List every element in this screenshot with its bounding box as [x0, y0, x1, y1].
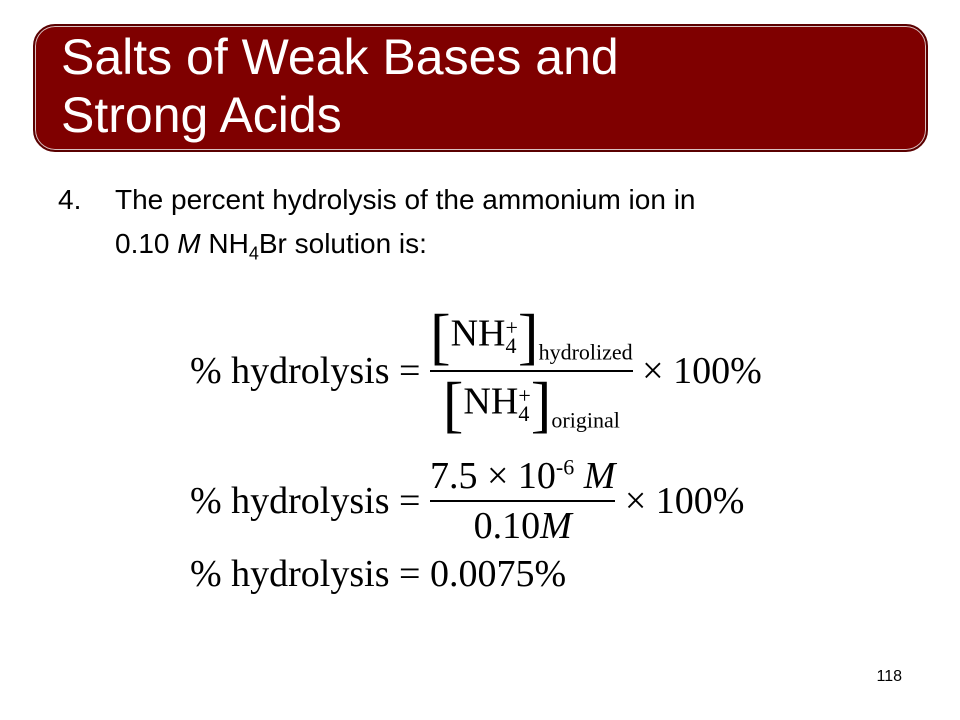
page-number: 118: [876, 668, 902, 685]
eq1-num-script: [505, 315, 518, 358]
eq1-fraction: [429, 303, 633, 439]
slide-title: [61, 28, 901, 144]
eq3-rhs: 0.0075%: [429, 553, 567, 595]
eq2-lhs: % hydrolysis =: [190, 480, 421, 522]
eq1-num-subscript: hydrolized: [538, 339, 633, 365]
eq1-rhs: × 100%: [642, 350, 762, 392]
eq1-num-sub4: 4: [505, 333, 517, 358]
formula-subscript: 4: [248, 243, 259, 264]
eq2-den-unit: M: [540, 505, 572, 547]
eq2-denominator: [430, 504, 615, 548]
eq1-num-charge: +: [505, 315, 518, 340]
eq2-rhs: × 100%: [624, 480, 745, 522]
equation-2: [190, 454, 744, 548]
left-bracket-icon: [: [442, 371, 464, 439]
equation-3: [190, 552, 566, 596]
eq2-fraction: [430, 454, 615, 548]
right-bracket-icon: ]: [530, 371, 552, 439]
eq1-numerator: [429, 303, 633, 371]
eq2-den-value: 0.10: [473, 505, 541, 547]
eq1-den-script: [518, 383, 531, 426]
bullet-line-1: The percent hydrolysis of the ammonium ion in: [115, 184, 696, 215]
eq1-num-species: NH: [450, 312, 506, 355]
formula-nh: NH: [208, 228, 249, 259]
eq2-fraction-bar: [430, 500, 615, 502]
left-bracket-icon: [: [429, 303, 451, 371]
eq1-lhs: % hydrolysis =: [190, 350, 421, 392]
bullet-line-2: [115, 222, 895, 276]
equation-1: [190, 303, 762, 439]
title-line-1: Salts of Weak Bases and: [61, 29, 619, 85]
eq1-den-sub4: 4: [518, 401, 530, 426]
eq2-numerator: [430, 454, 615, 498]
eq1-denominator: [430, 371, 633, 439]
bullet-text: [115, 178, 895, 276]
eq2-num-mantissa: 7.5 × 10: [429, 455, 556, 497]
bullet-number: 4.: [58, 184, 82, 215]
eq1-den-charge: +: [518, 383, 531, 408]
eq2-num-unit: M: [583, 455, 616, 497]
eq1-den-species: NH: [463, 380, 519, 423]
formula-rest: Br solution is:: [258, 228, 427, 259]
molarity-unit: M: [177, 228, 201, 259]
eq3-lhs: % hydrolysis =: [190, 553, 421, 595]
concentration-value: 0.10: [115, 228, 170, 259]
eq1-den-subscript: original: [551, 407, 620, 433]
right-bracket-icon: ]: [517, 303, 539, 371]
title-banner: [33, 24, 928, 152]
eq2-num-exponent: -6: [555, 454, 575, 480]
title-line-2: Strong Acids: [61, 87, 342, 143]
